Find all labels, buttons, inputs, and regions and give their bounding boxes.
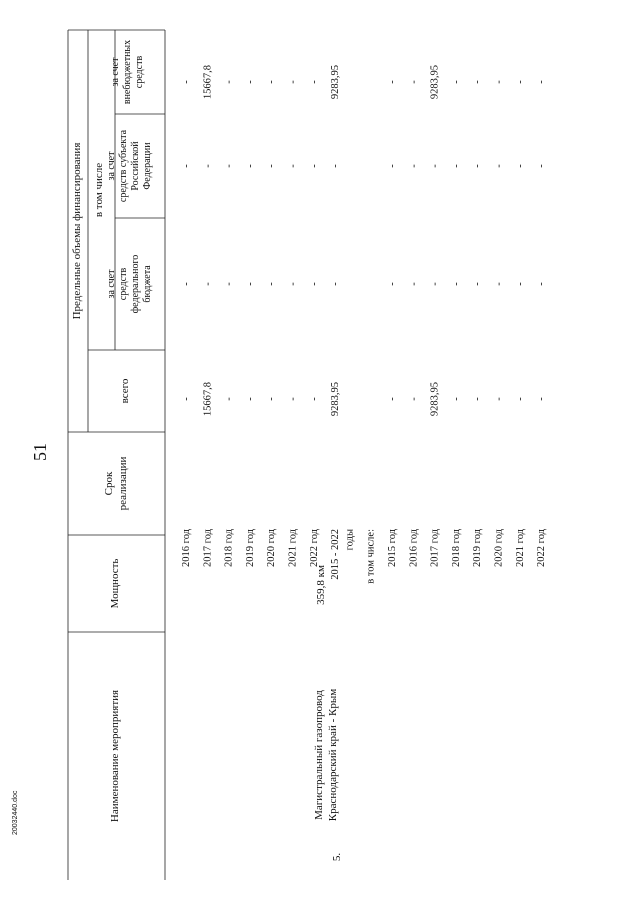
row-total: 9283,95 — [429, 381, 441, 417]
header-name: Наименование мероприятия — [109, 689, 121, 823]
header-including: в том числе — [93, 162, 105, 218]
header-financing: Предельные объемы финансирования — [71, 142, 83, 320]
row-total: - — [493, 397, 505, 401]
row-subject: - — [493, 164, 505, 168]
row-federal: - — [536, 282, 548, 286]
row-federal: - — [472, 282, 484, 286]
row-extra: - — [244, 80, 256, 84]
row-total: 9283,95 — [330, 381, 342, 417]
row-extra: - — [514, 80, 526, 84]
row-total: - — [408, 397, 420, 401]
row-federal: - — [244, 282, 256, 286]
row-total: - — [472, 397, 484, 401]
row-period: 2020 год — [493, 529, 505, 567]
row-subject: - — [408, 164, 420, 168]
row-extra: - — [472, 80, 484, 84]
row-subject: - — [244, 164, 256, 168]
row-subject: - — [287, 164, 299, 168]
project-number: 5. — [331, 852, 343, 862]
row-subject: - — [181, 164, 192, 168]
row-total: - — [536, 397, 548, 401]
row-total: 15667,8 — [202, 381, 214, 417]
page-number: 51 — [30, 443, 50, 461]
row-federal: - — [287, 282, 299, 286]
row-period: 2017 год — [429, 529, 441, 567]
row-extra: 9283,95 — [330, 64, 342, 100]
header-subject-line: средств субъекта — [118, 129, 129, 203]
header-federal-line: средств — [118, 267, 129, 301]
row-subject: - — [514, 164, 526, 168]
row-federal: - — [223, 282, 235, 286]
header-extra-line: средств — [134, 55, 145, 89]
row-extra: 15667,8 — [202, 64, 214, 100]
row-federal: - — [266, 282, 278, 286]
header-capacity: Мощность — [109, 558, 121, 609]
project-name-line: Краснодарский край - Крым — [327, 688, 339, 822]
header-period-1: Срок — [103, 471, 115, 496]
row-federal: - — [202, 282, 214, 286]
row-federal: - — [387, 282, 398, 286]
header-extra-line: внебюджетных — [122, 39, 133, 105]
row-total: - — [387, 397, 398, 401]
row-extra: - — [308, 80, 320, 84]
header-federal-line: федерального — [130, 254, 141, 314]
row-total: - — [308, 397, 320, 401]
row-extra: - — [266, 80, 278, 84]
row-federal: - — [181, 282, 192, 286]
row-period: 2019 год — [472, 529, 484, 567]
row-period: 2015 - 2022 — [330, 529, 342, 580]
row-period: 2022 год — [536, 529, 548, 567]
row-subject: - — [223, 164, 235, 168]
row-extra: - — [450, 80, 462, 84]
project-capacity: 359,8 км — [315, 565, 327, 605]
row-total: - — [181, 397, 192, 401]
header-period-2: реализации — [117, 456, 129, 511]
header-extra-line: за счет — [110, 57, 121, 87]
row-subject: - — [536, 164, 548, 168]
row-total: - — [223, 397, 235, 401]
row-total: - — [450, 397, 462, 401]
row-total: - — [287, 397, 299, 401]
header-federal-line: за счет — [106, 269, 117, 299]
row-period: 2020 год — [266, 529, 278, 567]
row-total: - — [244, 397, 256, 401]
row-period: 2018 год — [223, 529, 235, 567]
project-name-line: Магистральный газопровод — [313, 690, 325, 820]
row-subject: - — [472, 164, 484, 168]
row-extra: - — [287, 80, 299, 84]
row-subject: - — [308, 164, 320, 168]
row-subject: - — [330, 164, 342, 168]
row-extra: - — [493, 80, 505, 84]
row-subject: - — [202, 164, 214, 168]
header-total: всего — [119, 378, 131, 404]
row-federal: - — [330, 282, 342, 286]
row-period: 2021 год — [287, 529, 299, 567]
row-federal: - — [308, 282, 320, 286]
row-extra: - — [387, 80, 398, 84]
row-subject: - — [266, 164, 278, 168]
row-subject: - — [387, 164, 398, 168]
row-period: 2018 год — [450, 529, 462, 567]
row-extra: - — [181, 80, 192, 84]
header-subject-line: Федерации — [142, 142, 153, 190]
header-subject-line: Российской — [130, 141, 141, 191]
row-period: 2019 год — [244, 529, 256, 567]
footer-code: 20032440.doc — [12, 790, 19, 835]
row-total: - — [514, 397, 526, 401]
header-subject-line: за счет — [106, 151, 117, 181]
row-federal: - — [514, 282, 526, 286]
row-period: годы — [344, 529, 356, 551]
row-federal: - — [429, 282, 441, 286]
row-period: 2016 год — [408, 529, 420, 567]
row-federal: - — [493, 282, 505, 286]
row-extra: 9283,95 — [429, 64, 441, 100]
row-federal: - — [408, 282, 420, 286]
row-period: 2015 год — [387, 529, 398, 567]
row-extra: - — [536, 80, 548, 84]
row-subject: - — [450, 164, 462, 168]
row-federal: - — [450, 282, 462, 286]
row-period: 2021 год — [514, 529, 526, 567]
row-extra: - — [223, 80, 235, 84]
row-period: 2017 год — [202, 529, 214, 567]
row-extra: - — [408, 80, 420, 84]
row-subject: - — [429, 164, 441, 168]
header-federal-line: бюджета — [142, 265, 153, 303]
row-period: 2022 год — [308, 529, 320, 567]
row-total: - — [266, 397, 278, 401]
row-period: в том числе: — [365, 529, 377, 584]
row-period: 2016 год — [181, 529, 192, 567]
